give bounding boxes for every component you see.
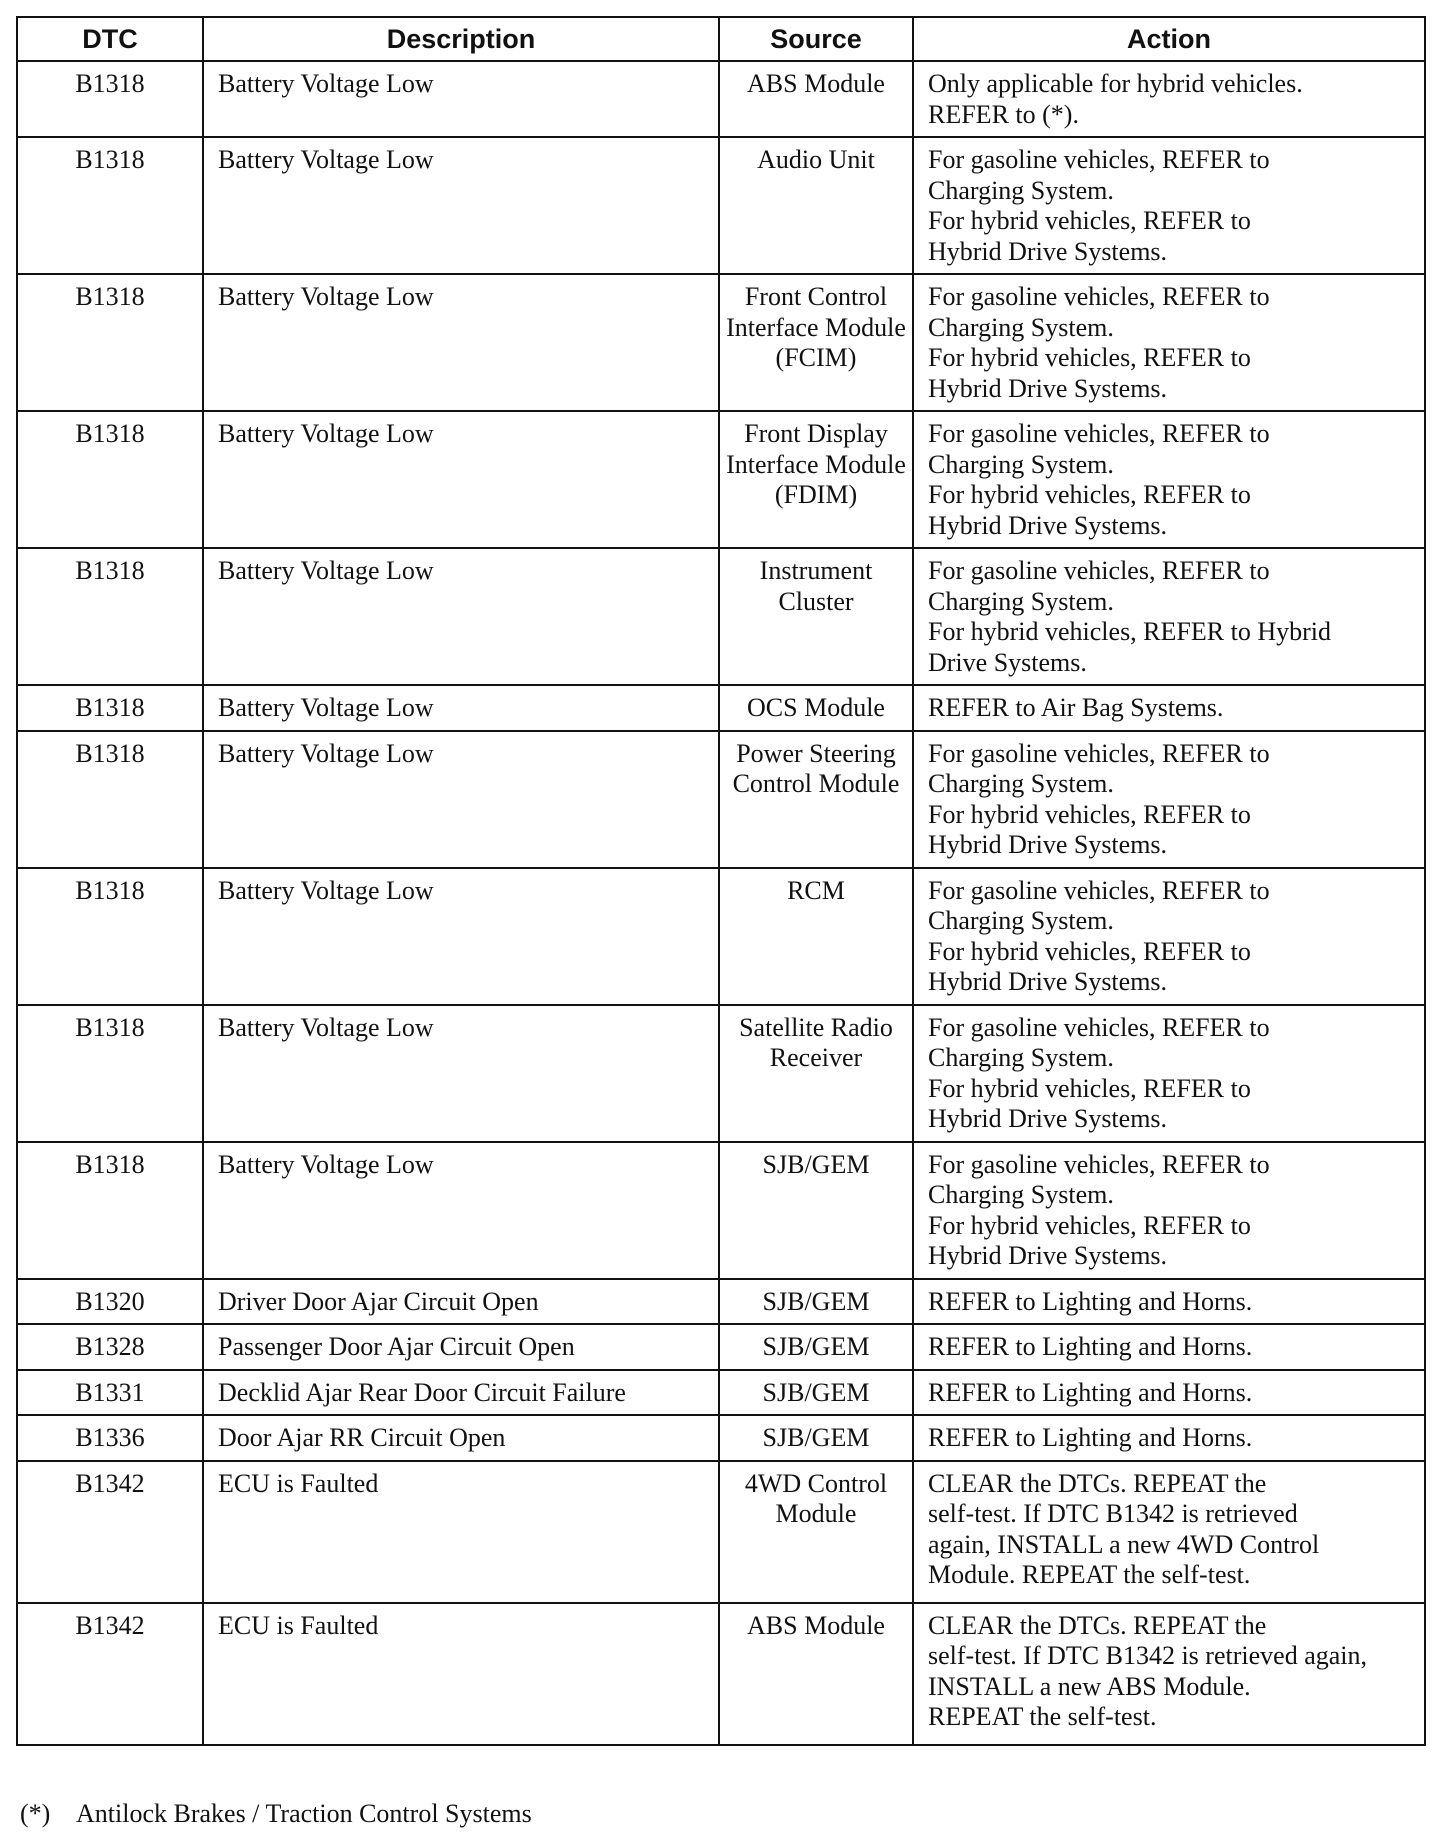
description-cell: Battery Voltage Low (203, 685, 719, 731)
table-row (17, 1279, 1425, 1325)
description-cell: Passenger Door Ajar Circuit Open (203, 1324, 719, 1370)
source-cell: SJB/GEM (719, 1370, 913, 1416)
action-cell: REFER to Lighting and Horns. (913, 1324, 1425, 1370)
dtc-cell: B1336 (17, 1415, 203, 1461)
action-cell: REFER to Air Bag Systems. (913, 685, 1425, 731)
source-cell: RCM (719, 868, 913, 1005)
footnote (20, 1799, 532, 1829)
description-cell: Battery Voltage Low (203, 1005, 719, 1142)
action-cell: REFER to Lighting and Horns. (913, 1370, 1425, 1416)
table-row (17, 274, 1425, 411)
source-cell: Front Control Interface Module (FCIM) (719, 274, 913, 411)
dtc-cell: B1318 (17, 274, 203, 411)
footnote-mark: (*) (20, 1799, 51, 1828)
table-row (17, 1005, 1425, 1142)
table-row (17, 411, 1425, 548)
source-cell: 4WD Control Module (719, 1461, 913, 1603)
header-description: Description (203, 17, 719, 61)
source-cell: SJB/GEM (719, 1415, 913, 1461)
dtc-table-sheet (16, 16, 1424, 1746)
action-cell: For gasoline vehicles, REFER to Charging System. For hybrid vehicles, REFER to Hybrid Drive Systems. (913, 1005, 1425, 1142)
description-cell: Battery Voltage Low (203, 868, 719, 1005)
dtc-table (16, 16, 1426, 1746)
table-header-row (17, 17, 1425, 61)
description-cell: ECU is Faulted (203, 1603, 719, 1745)
dtc-cell: B1320 (17, 1279, 203, 1325)
header-dtc: DTC (17, 17, 203, 61)
footnote-text: Antilock Brakes / Traction Control Systems (76, 1799, 532, 1828)
dtc-cell: B1318 (17, 137, 203, 274)
source-cell: Instrument Cluster (719, 548, 913, 685)
table-row (17, 685, 1425, 731)
table-row (17, 1603, 1425, 1745)
action-cell: For gasoline vehicles, REFER to Charging System. For hybrid vehicles, REFER to Hybrid Drive Systems. (913, 411, 1425, 548)
table-row (17, 1370, 1425, 1416)
table-row (17, 868, 1425, 1005)
action-cell: REFER to Lighting and Horns. (913, 1279, 1425, 1325)
action-cell: For gasoline vehicles, REFER to Charging System. For hybrid vehicles, REFER to Hybrid Drive Systems. (913, 137, 1425, 274)
action-cell: For gasoline vehicles, REFER to Charging System. For hybrid vehicles, REFER to Hybrid Drive Systems. (913, 274, 1425, 411)
description-cell: Decklid Ajar Rear Door Circuit Failure (203, 1370, 719, 1416)
dtc-cell: B1318 (17, 61, 203, 137)
table-row (17, 1142, 1425, 1279)
source-cell: SJB/GEM (719, 1142, 913, 1279)
source-cell: Satellite Radio Receiver (719, 1005, 913, 1142)
source-cell: SJB/GEM (719, 1279, 913, 1325)
description-cell: Driver Door Ajar Circuit Open (203, 1279, 719, 1325)
dtc-cell: B1342 (17, 1461, 203, 1603)
action-cell: For gasoline vehicles, REFER to Charging System. For hybrid vehicles, REFER to Hybrid Drive Systems. (913, 731, 1425, 868)
action-cell: For gasoline vehicles, REFER to Charging System. For hybrid vehicles, REFER to Hybrid Drive Systems. (913, 1142, 1425, 1279)
action-cell: CLEAR the DTCs. REPEAT the self-test. If DTC B1342 is retrieved again, INSTALL a new ABS Module. REPEAT the self-test. (913, 1603, 1425, 1745)
dtc-cell: B1318 (17, 1005, 203, 1142)
action-cell: Only applicable for hybrid vehicles. REFER to (*). (913, 61, 1425, 137)
description-cell: ECU is Faulted (203, 1461, 719, 1603)
description-cell: Battery Voltage Low (203, 1142, 719, 1279)
description-cell: Battery Voltage Low (203, 411, 719, 548)
description-cell: Battery Voltage Low (203, 61, 719, 137)
action-cell: For gasoline vehicles, REFER to Charging System. For hybrid vehicles, REFER to Hybrid Drive Systems. (913, 868, 1425, 1005)
dtc-cell: B1318 (17, 685, 203, 731)
table-row (17, 1324, 1425, 1370)
description-cell: Battery Voltage Low (203, 548, 719, 685)
description-cell: Door Ajar RR Circuit Open (203, 1415, 719, 1461)
dtc-cell: B1318 (17, 731, 203, 868)
dtc-cell: B1328 (17, 1324, 203, 1370)
dtc-cell: B1318 (17, 411, 203, 548)
source-cell: Front Display Interface Module (FDIM) (719, 411, 913, 548)
dtc-cell: B1318 (17, 548, 203, 685)
description-cell: Battery Voltage Low (203, 731, 719, 868)
table-row (17, 61, 1425, 137)
table-row (17, 1415, 1425, 1461)
table-row (17, 731, 1425, 868)
description-cell: Battery Voltage Low (203, 137, 719, 274)
header-source: Source (719, 17, 913, 61)
dtc-cell: B1318 (17, 1142, 203, 1279)
source-cell: Audio Unit (719, 137, 913, 274)
source-cell: OCS Module (719, 685, 913, 731)
table-row (17, 1461, 1425, 1603)
table-row (17, 137, 1425, 274)
action-cell: CLEAR the DTCs. REPEAT the self-test. If DTC B1342 is retrieved again, INSTALL a new 4WD Control Module. REPEAT the self-test. (913, 1461, 1425, 1603)
source-cell: ABS Module (719, 61, 913, 137)
source-cell: ABS Module (719, 1603, 913, 1745)
dtc-cell: B1318 (17, 868, 203, 1005)
description-cell: Battery Voltage Low (203, 274, 719, 411)
table-row (17, 548, 1425, 685)
action-cell: For gasoline vehicles, REFER to Charging System. For hybrid vehicles, REFER to Hybrid Drive Systems. (913, 548, 1425, 685)
source-cell: Power Steering Control Module (719, 731, 913, 868)
source-cell: SJB/GEM (719, 1324, 913, 1370)
dtc-cell: B1342 (17, 1603, 203, 1745)
header-action: Action (913, 17, 1425, 61)
dtc-cell: B1331 (17, 1370, 203, 1416)
action-cell: REFER to Lighting and Horns. (913, 1415, 1425, 1461)
